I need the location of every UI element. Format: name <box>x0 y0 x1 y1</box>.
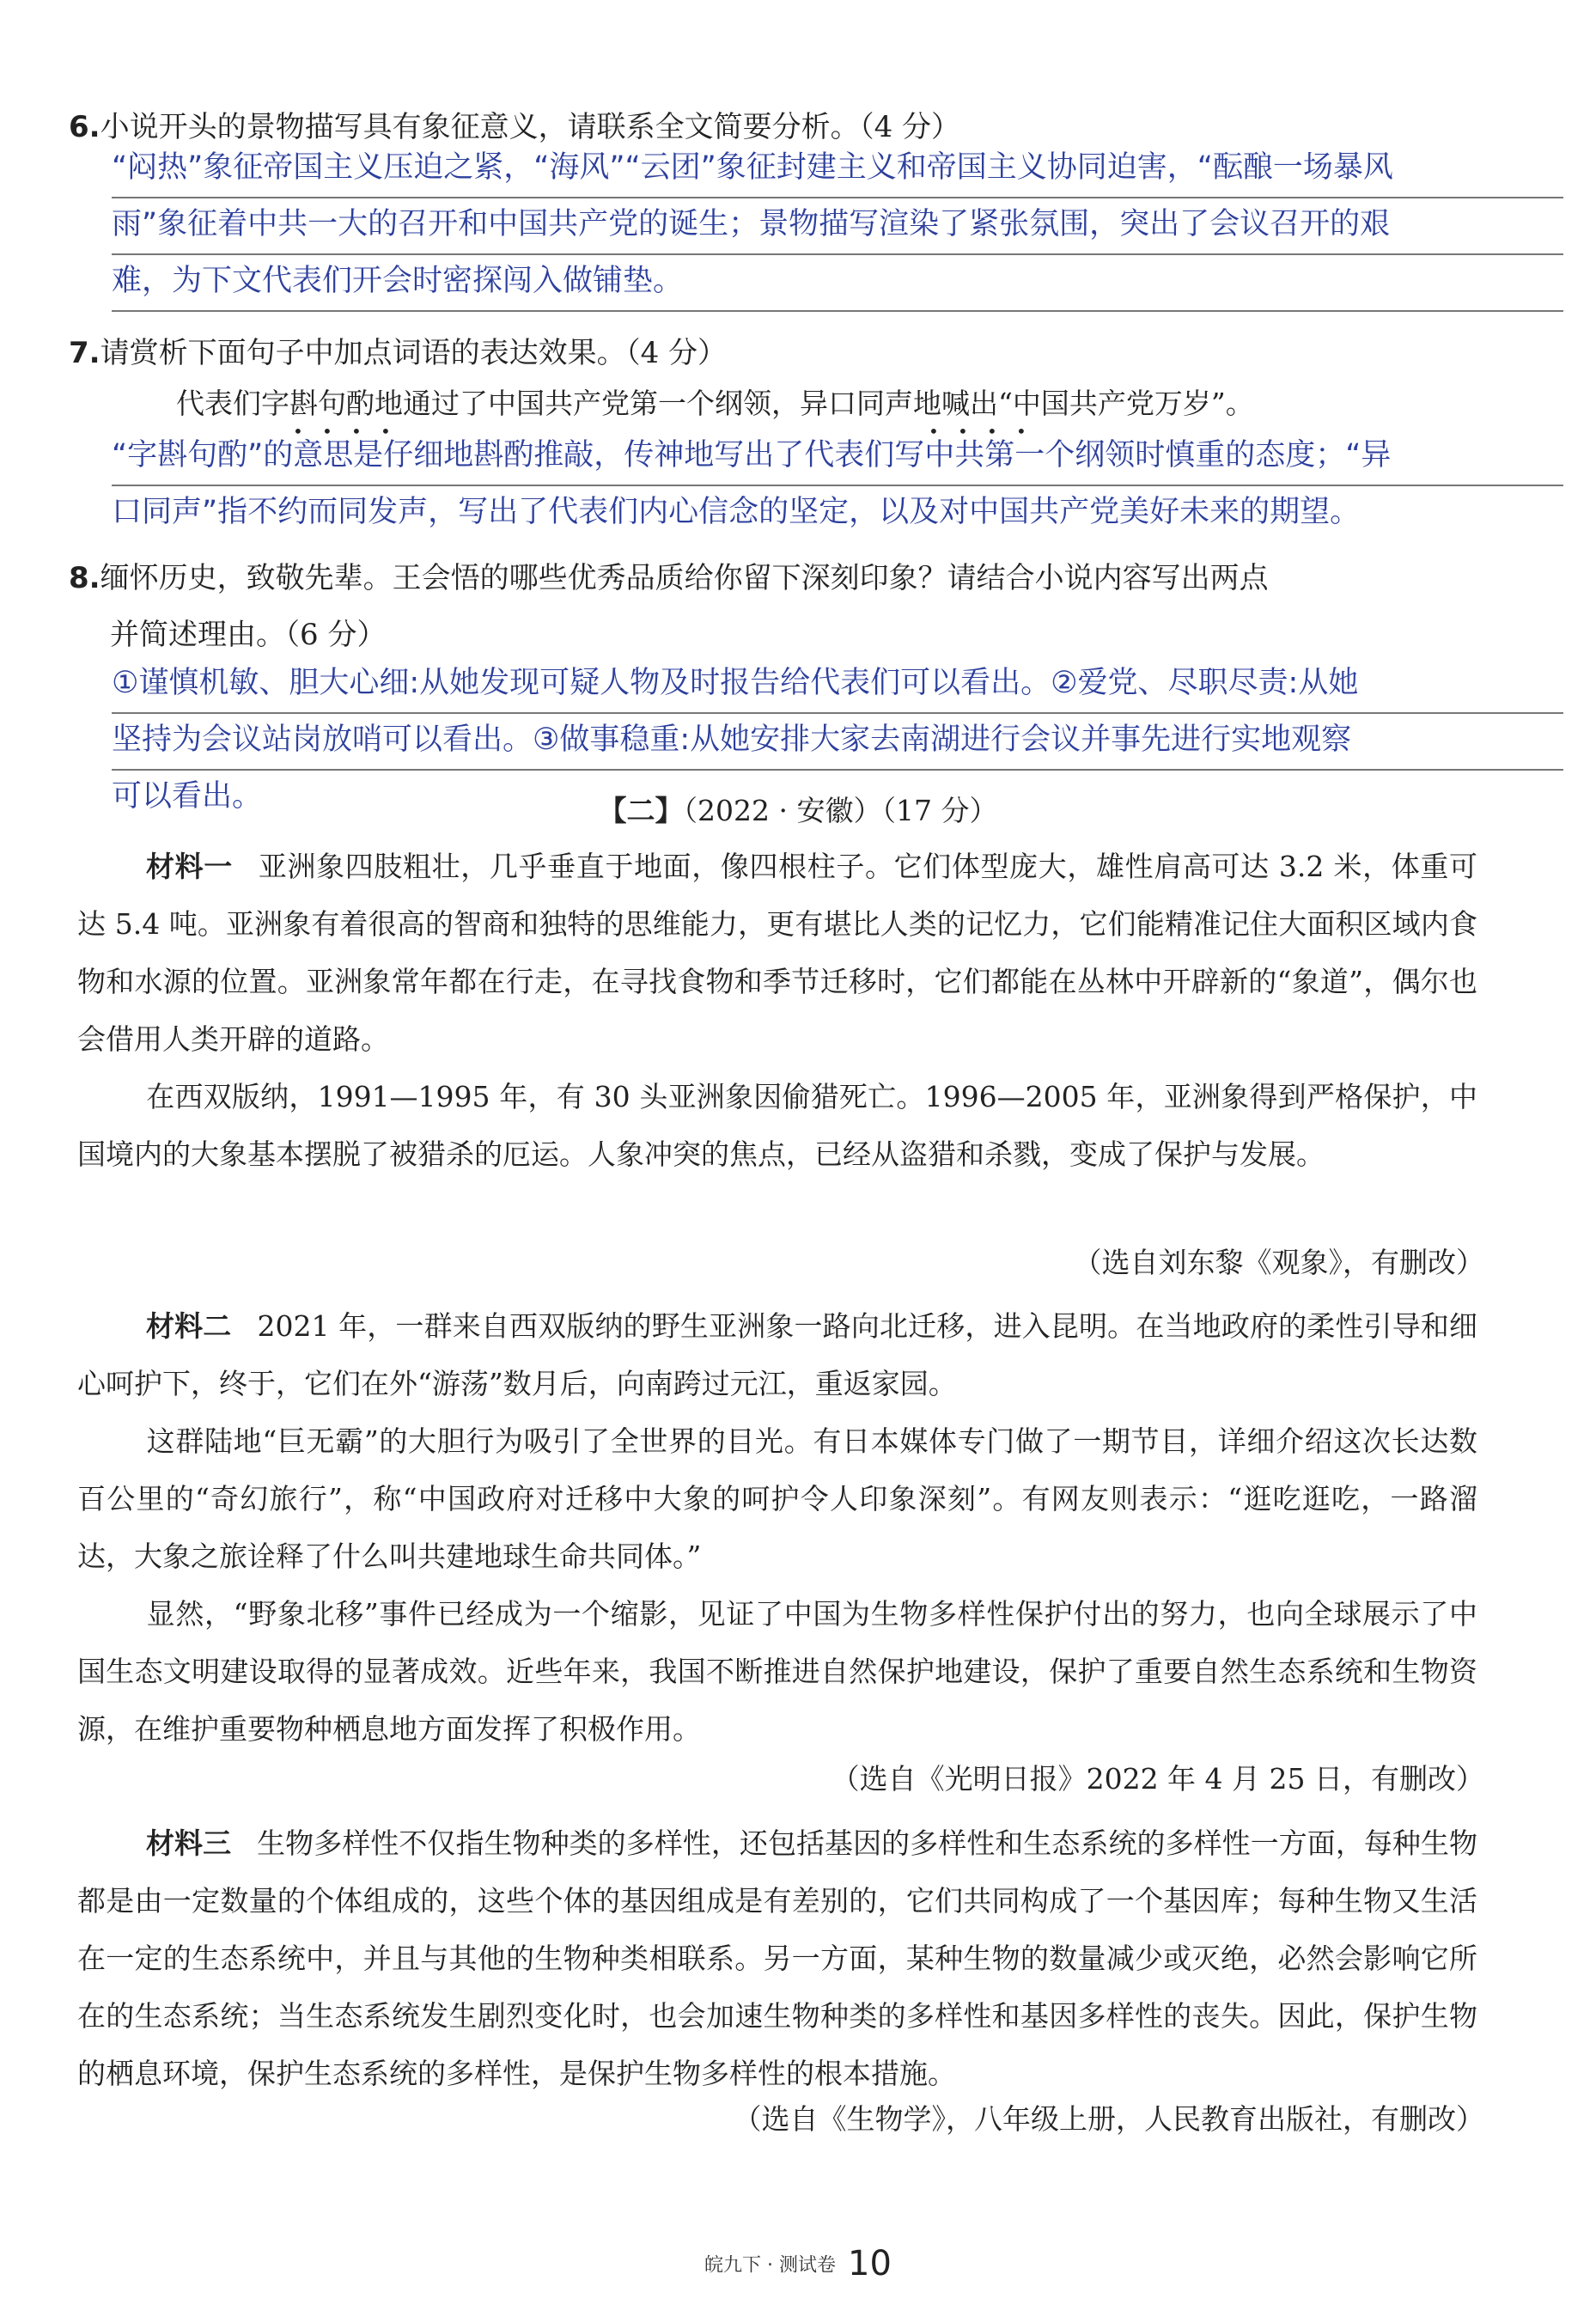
answer-line: “字斟句酌”的意思是仔细地斟酌推敲，传神地写出了代表们写中共第一个纲领时慎重的态度；“异 <box>112 430 1563 486</box>
material-3-paragraph-1 <box>77 1814 1477 2102</box>
paragraph-text: 显然，“野象北移”事件已经成为一个缩影，见证了中国为生物多样性保护付出的努力，也向全球展示了中国生态文明建设取得的显著成效。近些年来，我国不断推进自然保护地建设，保护了重要自然生态系统和生物资源，在维护重要物种栖息地方面发挥了积极作用。 <box>77 1597 1477 1746</box>
question-text: 小说开头的景物描写具有象征意义，请联系全文简要分析。（4 分） <box>100 110 961 144</box>
answer-line: 口同声”指不约而同发声，写出了代表们内心信念的坚定，以及对中国共产党美好未来的期望。 <box>112 495 1361 529</box>
answer-line: 可以看出。 <box>112 779 263 814</box>
question-number: 8. <box>69 561 101 595</box>
source-citation: （选自《生物学》，八年级上册，人民教育出版社，有删改） <box>733 2102 1484 2136</box>
document-page: 6.小说开头的景物描写具有象征意义，请联系全文简要分析。（4 分） “闷热”象征帝国主义压迫之紧，“海风”“云团”象征封建主义和帝国主义协同迫害，“酝酿一场暴风 雨”象征着中共一大的召开和中国共产党的诞生；景物描写渲染了紧张氛围，突出了会议召开的艰 难，为下文代表们开会时密探闯入做铺垫。 7.请赏析下面句子中加点词语的表达效果。（4 分） 代表们字斟句酌地通过了中国共产党第一个纲领，异口同声地喊出“中国共产党万岁”。 • • • • • • • • “字斟句酌”的意思是仔细地斟酌推敲，传神地写出了代表们写中共第一个纲领时慎重的态度；“异 口同声”指不约而同发声，写出了代表们内心信念的坚定，以及对中国共产党美好未来的期望。 8.缅怀历史，致敬先辈。王会悟的哪些优秀品质给你留下深刻印象？请结合小说内容写出两点 并简述理由。（6 分） ①谨慎机敏、胆大心细:从她发现可疑人物及时报告给代表们可以看出。②爱党、尽职尽责:从她 坚持为会议站岗放哨可以看出。③做事稳重:从她安排大家去南湖进行会议并事先进行实地观察 可以看出。 【二】（2022 · 安徽）（17 分） 材料一 亚洲象四肢粗壮，几乎垂直于地面，像四根柱子。它们体型庞大，雄性肩高可达 3.2 米，体重可达 5.4 吨。亚洲象有着很高的智商和独特的思维能力，更有堪比人类的记忆力，它们能精准记住大面积区域内食物和水源的位置。亚洲象常年都在行走，在寻找食物和季节迁移时，它们都能在丛林中开辟新的“象道”，偶尔也会借用人类开辟的道路。 在西双版纳，1991—1995 年，有 30 头亚洲象因偷猎死亡。1996—2005 年，亚洲象得到严格保护，中国境内的大象基本摆脱了被猎杀的厄运。人象冲突的焦点，已经从盗猎和杀戮，变成了保护与发展。 （选自刘东黎《观象》，有删改） 材料二 2021 年，一群来自西双版纳的野生亚洲象一路向北迁移，进入昆明。在当地政府的柔性引导和细心呵护下，终于，它们在外“游荡”数月后，向南跨过元江，重返家园。 这群陆地“巨无霸”的大胆行为吸引了全世界的目光。有日本媒体专门做了一期节目，详细介绍这次长达数百公里的“奇幻旅行”，称“中国政府对迁移中大象的呵护令人印象深刻”。有网友则表示：“逛吃逛吃，一路溜达，大象之旅诠释了什么叫共建地球生命共同体。” 显然，“野象北移”事件已经成为一个缩影，见证了中国为生物多样性保护付出的努力，也向全球展示了中国生态文明建设取得的显著成效。近些年来，我国不断推进自然保护地建设，保护了重要自然生态系统和生物资源，在维护重要物种栖息地方面发挥了积极作用。 （选自《光明日报》2022 年 4 月 25 日，有删改） 材料三 生物多样性不仅指生物种类的多样性，还包括基因的多样性和生态系统的多样性一方面，每种生物都是由一定数量的个体组成的，这些个体的基因组成是有差别的，它们共同构成了一个基因库；每种生物又生活在一定的生态系统中，并且与其他的生物种类相联系。另一方面，某种生物的数量减少或灭绝，必然会影响它所在的生态系统；当生态系统发生剧烈变化时，也会加速生物种类的多样性和基因多样性的丧失。因此，保护生物的栖息环境，保护生态系统的多样性，是保护生物多样性的根本措施。 （选自《生物学》，八年级上册，人民教育出版社，有删改） 皖九下 · 测试卷 10 <box>0 0 1596 2311</box>
material-label: 材料一 <box>146 850 233 883</box>
material-2-paragraph-1 <box>77 1297 1477 1412</box>
material-label: 材料二 <box>146 1309 232 1343</box>
answer-line: “闷热”象征帝国主义压迫之紧，“海风”“云团”象征封建主义和帝国主义协同迫害，“酝酿一场暴风 <box>112 142 1563 198</box>
answer-line: 雨”象征着中共一大的召开和中国共产党的诞生；景物描写渲染了紧张氛围，突出了会议召开的艰 <box>112 198 1563 255</box>
section-label: 【二】 <box>598 794 684 827</box>
paragraph-text: 在西双版纳，1991—1995 年，有 30 头亚洲象因偷猎死亡。1996—2005 年，亚洲象得到严格保护，中国境内的大象基本摆脱了被猎杀的厄运。人象冲突的焦点，已经从盗猎和杀戮，变成了保护与发展。 <box>77 1080 1477 1171</box>
answer-block-6 <box>112 142 1563 312</box>
footer-label: 皖九下 · 测试卷 <box>704 2254 837 2277</box>
material-1-paragraph-1 <box>77 838 1477 1068</box>
question-text: 请赏析下面句子中加点词语的表达效果。（4 分） <box>100 336 728 370</box>
page-footer <box>0 2244 1596 2284</box>
material-2-paragraph-2 <box>77 1412 1477 1585</box>
paragraph-text: 这群陆地“巨无霸”的大胆行为吸引了全世界的目光。有日本媒体专门做了一期节目，详细介绍这次长达数百公里的“奇幻旅行”，称“中国政府对迁移中大象的呵护令人印象深刻”。有网友则表示：“逛吃逛吃，一路溜达，大象之旅诠释了什么叫共建地球生命共同体。” <box>77 1424 1477 1573</box>
section-meta: （2022 · 安徽）（17 分） <box>683 794 998 827</box>
material-label: 材料三 <box>146 1826 232 1860</box>
answer-line: 坚持为会议站岗放哨可以看出。③做事稳重:从她安排大家去南湖进行会议并事先进行实地观察 <box>112 714 1563 771</box>
material-2-paragraph-3 <box>77 1585 1477 1758</box>
source-citation: （选自《光明日报》2022 年 4 月 25 日，有删改） <box>831 1762 1484 1796</box>
question-text: 缅怀历史，致敬先辈。王会悟的哪些优秀品质给你留下深刻印象？请结合小说内容写出两点 <box>100 561 1269 595</box>
question-7 <box>69 325 1529 381</box>
question-number: 7. <box>69 336 101 370</box>
paragraph-text: 亚洲象四肢粗壮，几乎垂直于地面，像四根柱子。它们体型庞大，雄性肩高可达 3.2 米，体重可达 5.4 吨。亚洲象有着很高的智商和独特的思维能力，更有堪比人类的记忆力，它们能精准记住大面积区域内食物和水源的位置。亚洲象常年都在行走，在寻找食物和季节迁移时，它们都能在丛林中开辟新的“象道”，偶尔也会借用人类开辟的道路。 <box>77 850 1478 1056</box>
source-citation: （选自刘东黎《观象》，有删改） <box>1073 1246 1484 1279</box>
material-1-paragraph-2 <box>77 1068 1477 1183</box>
paragraph-text: 生物多样性不仅指生物种类的多样性，还包括基因的多样性和生态系统的多样性一方面，每种生物都是由一定数量的个体组成的，这些个体的基因组成是有差别的，它们共同构成了一个基因库；每种生物又生活在一定的生态系统中，并且与其他的生物种类相联系。另一方面，某种生物的数量减少或灭绝，必然会影响它所在的生态系统；当生态系统发生剧烈变化时，也会加速生物种类的多样性和基因多样性的丧失。因此，保护生物的栖息环境，保护生态系统的多样性，是保护生物多样性的根本措施。 <box>77 1826 1478 2090</box>
section-heading <box>0 789 1596 829</box>
question-number: 6. <box>69 110 101 144</box>
page-number: 10 <box>848 2244 892 2284</box>
question-8 <box>69 550 1529 663</box>
question-text-cont: 并简述理由。（6 分） <box>110 618 387 652</box>
quoted-sentence: 代表们字斟句酌地通过了中国共产党第一个纲领，异口同声地喊出“中国共产党万岁”。 <box>176 387 1254 420</box>
paragraph-text: 2021 年，一群来自西双版纳的野生亚洲象一路向北迁移，进入昆明。在当地政府的柔性引导和细心呵护下，终于，它们在外“游荡”数月后，向南跨过元江，重返家园。 <box>77 1309 1478 1400</box>
answer-line: ①谨慎机敏、胆大心细:从她发现可疑人物及时报告给代表们可以看出。②爱党、尽职尽责:从她 <box>112 657 1563 714</box>
answer-line: 难，为下文代表们开会时密探闯入做铺垫。 <box>112 255 1563 312</box>
answer-block-7 <box>112 430 1563 541</box>
